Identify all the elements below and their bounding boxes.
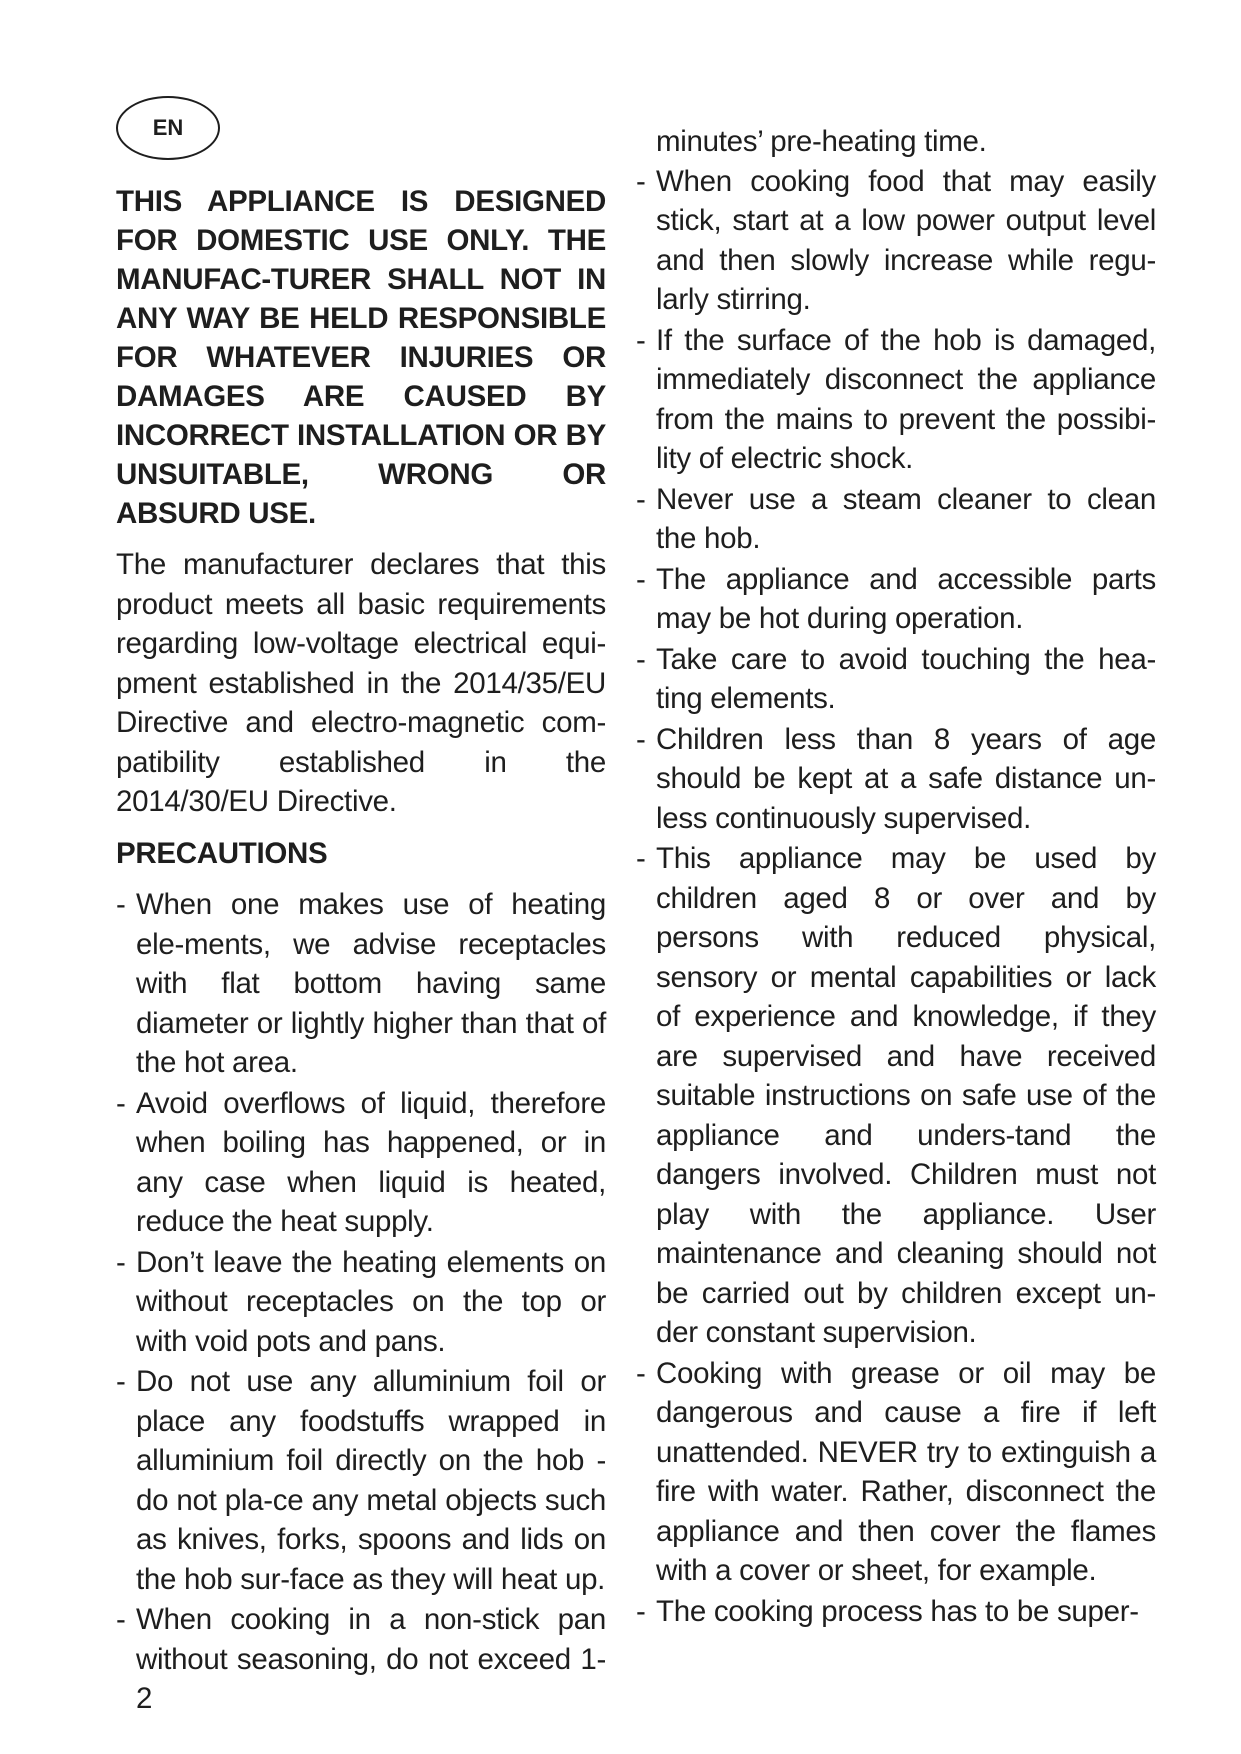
left-column: [116, 182, 606, 1720]
precaution-item: - Cooking with grease or oil may be dangerous and cause a fire if left unattended. NEVER try to extinguish a fire with water. Rather, disconnect the appliance and then cover the flames with a cover or sheet, for example.: [636, 1354, 1156, 1591]
right-column: [636, 122, 1156, 1632]
precautions-list-left: [116, 885, 606, 1719]
precaution-item: - Avoid overflows of liquid, therefore when boiling has happened, or in any case when liquid is heated, reduce the heat supply.: [116, 1084, 606, 1242]
precaution-item: - Don’t leave the heating elements on without receptacles on the top or with void pots and pans.: [116, 1243, 606, 1362]
conformity-declaration: The manufacturer declares that this product meets all basic requirements regarding low-voltage electrical equi-pment established in the 2014/35/EU Directive and electro-magnetic com-patibility established in the 2014/30/EU Directive.: [116, 548, 606, 818]
precaution-item: - When one makes use of heating ele-ments, we advise receptacles with flat bottom having same diameter or lightly higher than that of the hot area.: [116, 885, 606, 1083]
precaution-item: - This appliance may be used by children aged 8 or over and by persons with reduced physical, sensory or mental capabilities or lack of experience and knowledge, if they are supervised and have received suitable instructions on safe use of the appliance and unders-tand the dangers involved. Children must not play with the appliance. User maintenance and cleaning should not be carried out by children except un-der constant supervision.: [636, 839, 1156, 1353]
precaution-item: - Children less than 8 years of age should be kept at a safe distance un-less continuously supervised.: [636, 720, 1156, 839]
language-badge: EN: [116, 96, 220, 160]
precaution-item: - Do not use any alluminium foil or place any foodstuffs wrapped in alluminium foil directly on the hob - do not pla-ce any metal objects such as knives, forks, spoons and lids on the hob sur-face as they will heat up.: [116, 1362, 606, 1599]
precaution-continuation: minutes’ pre-heating time.: [656, 125, 987, 158]
precaution-item: - Take care to avoid touching the hea-ting elements.: [636, 640, 1156, 719]
precaution-item: - The cooking process has to be super-: [636, 1592, 1156, 1632]
precautions-list-right: [636, 162, 1156, 1632]
precaution-item: - Never use a steam cleaner to clean the hob.: [636, 480, 1156, 559]
precaution-item: - When cooking food that may easily stick, start at a low power output level and then slowly increase while regu-larly stirring.: [636, 162, 1156, 320]
precaution-item: - When cooking in a non-stick pan without seasoning, do not exceed 1-2: [116, 1600, 606, 1719]
precaution-item: - The appliance and accessible parts may be hot during operation.: [636, 560, 1156, 639]
domestic-use-warning: THIS APPLIANCE IS DESIGNED FOR DOMESTIC USE ONLY. THE MANUFAC-TURER SHALL NOT IN ANY WAY BE HELD RESPONSIBLE FOR WHATEVER INJURIES OR DAMAGES ARE CAUSED BY INCORRECT INSTALLATION OR BY UNSUITABLE, WRONG OR ABSURD USE.: [116, 185, 606, 530]
precautions-heading: PRECAUTIONS: [116, 836, 328, 870]
precaution-item: - If the surface of the hob is damaged, immediately disconnect the appliance from the mains to prevent the possibi-lity of electric shock.: [636, 321, 1156, 479]
